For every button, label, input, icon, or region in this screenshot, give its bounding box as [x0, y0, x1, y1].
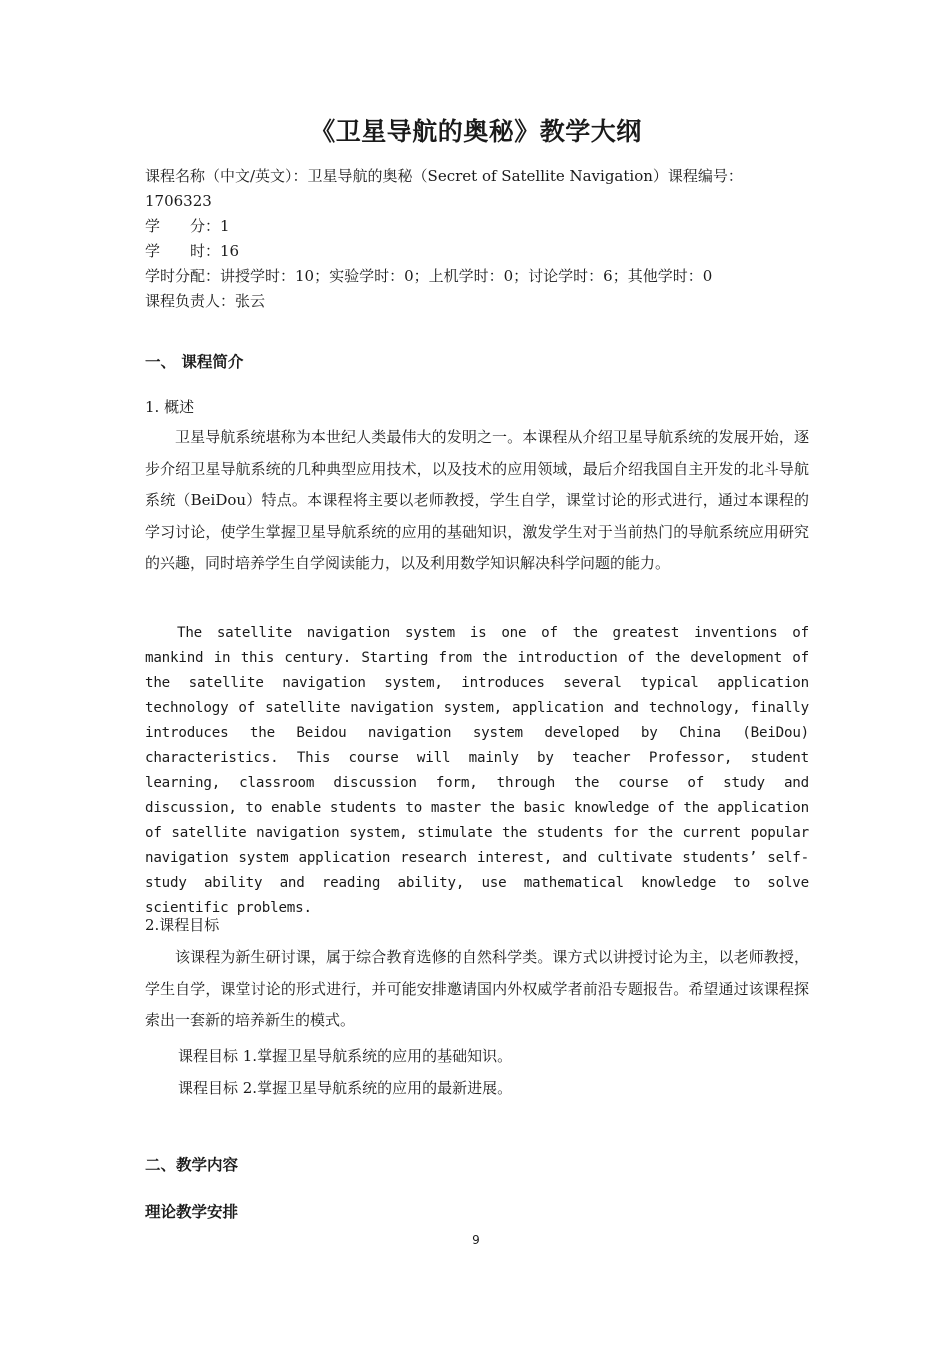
- course-hours-line: 学 时：16: [145, 242, 240, 260]
- course-meta: [145, 164, 815, 314]
- page-number: 9: [472, 1233, 480, 1247]
- overview-chinese-paragraph: 卫星导航系统堪称为本世纪人类最伟大的发明之一。本课程从介绍卫星导航系统的发展开始，逐步介绍卫星导航系统的几种典型应用技术，以及技术的应用领域，最后介绍我国自主开发的北斗导航系统（BeiDou）特点。本课程将主要以老师教授，学生自学，课堂讨论的形式进行，通过本课程的学习讨论，使学生掌握卫星导航系统的应用的基础知识，激发学生对于当前热门的导航系统应用研究的兴趣，同时培养学生自学阅读能力，以及利用数学知识解决科学问题的能力。: [145, 428, 809, 573]
- section-1-heading: 一、 课程简介: [145, 353, 244, 371]
- course-code-line: 1706323: [145, 192, 212, 210]
- document-title: 《卫星导航的奥秘》教学大纲: [310, 117, 642, 146]
- section-2-heading: 二、教学内容: [145, 1156, 239, 1174]
- overview-english-paragraph: The satellite navigation system is one of the greatest inventions of mankind in this century. Starting from the introduction of the development of the satellite navigation system, introduces several typical application technology of satellite navigation system, application and technology, finally introduces the Beidou navigation system developed by China (BeiDou) characteristics. This course will mainly by teacher Professor, student learning, classroom discussion form, through the course of study and discussion, to enable students to master the basic knowledge of the application of satellite navigation system, stimulate the students for the current popular navigation system application research interest, and cultivate students’ self-study ability and reading ability, use mathematical knowledge to solve scientific problems.: [145, 625, 809, 916]
- course-credit-line: 学 分：1: [145, 217, 230, 235]
- course-name-line: 课程名称（中文/英文）：卫星导航的奥秘（Secret of Satellite Navigation）课程编号：: [145, 167, 743, 185]
- overview-title: 1. 概述: [145, 398, 195, 416]
- goals-title: 2.课程目标: [145, 916, 220, 934]
- goals-paragraph: 该课程为新生研讨课，属于综合教育选修的自然科学类。课方式以讲授讨论为主，以老师教授，学生自学，课堂讨论的形式进行，并可能安排邀请国内外权威学者前沿专题报告。希望通过该课程探索出一套新的培养新生的模式。: [145, 948, 809, 1030]
- course-allocation-line: 学时分配：讲授学时：10；实验学时：0；上机学时：0；讨论学时：6；其他学时：0: [145, 267, 713, 285]
- goal-2: 课程目标 2.掌握卫星导航系统的应用的最新进展。: [178, 1079, 513, 1097]
- goal-1: 课程目标 1.掌握卫星导航系统的应用的基础知识。: [178, 1047, 513, 1065]
- course-owner-line: 课程负责人：张云: [145, 292, 266, 310]
- section-2-subheading: 理论教学安排: [145, 1203, 239, 1221]
